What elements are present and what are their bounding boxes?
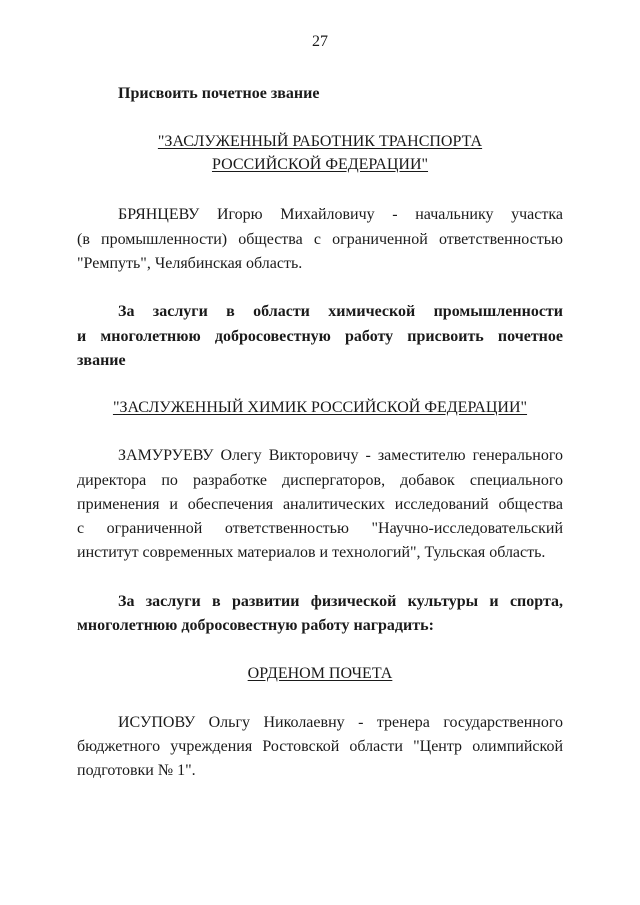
recipient-line: институт современных материалов и технологий", Тульская область. (77, 544, 546, 561)
award-title-line: ОРДЕНОМ ПОЧЕТА (247, 665, 393, 682)
heading-line: звание (77, 352, 126, 369)
heading-line: За заслуги в развитии физической культуры и спорта, (118, 593, 563, 610)
recipient-line: "Ремпуть", Челябинская область. (77, 255, 303, 272)
recipient-line: подготовки № 1". (77, 762, 196, 779)
award-title-line: "ЗАСЛУЖЕННЫЙ РАБОТНИК ТРАНСПОРТА (157, 133, 483, 150)
recipient-line: применения и обеспечения аналитических исследований общества (77, 496, 563, 513)
recipient-line: БРЯНЦЕВУ Игорю Михайловичу - начальнику участка (118, 206, 563, 223)
heading-line: многолетнюю добросовестную работу наградить: (77, 617, 434, 634)
heading-line: За заслуги в области химической промышленности (118, 303, 563, 320)
recipient-line: ИСУПОВУ Ольгу Николаевну - тренера государственного (118, 714, 563, 731)
recipient-line: ЗАМУРУЕВУ Олегу Викторовичу - заместителю генерального (118, 447, 563, 464)
award-title-line: РОССИЙСКОЙ ФЕДЕРАЦИИ" (211, 156, 429, 173)
recipient-line: директора по разработке диспергаторов, добавок специального (77, 472, 563, 489)
heading-line: и многолетнюю добросовестную работу присвоить почетное (77, 328, 563, 345)
recipient-line: с ограниченной ответственностью "Научно-исследовательский (77, 520, 563, 537)
award-title-line: "ЗАСЛУЖЕННЫЙ ХИМИК РОССИЙСКОЙ ФЕДЕРАЦИИ" (112, 399, 528, 416)
recipient-line: бюджетного учреждения Ростовской области "Центр олимпийской (77, 738, 563, 755)
heading-line: Присвоить почетное звание (118, 85, 320, 102)
page-number: 27 (312, 33, 328, 50)
recipient-line: (в промышленности) общества с ограниченной ответственностью (77, 231, 563, 248)
